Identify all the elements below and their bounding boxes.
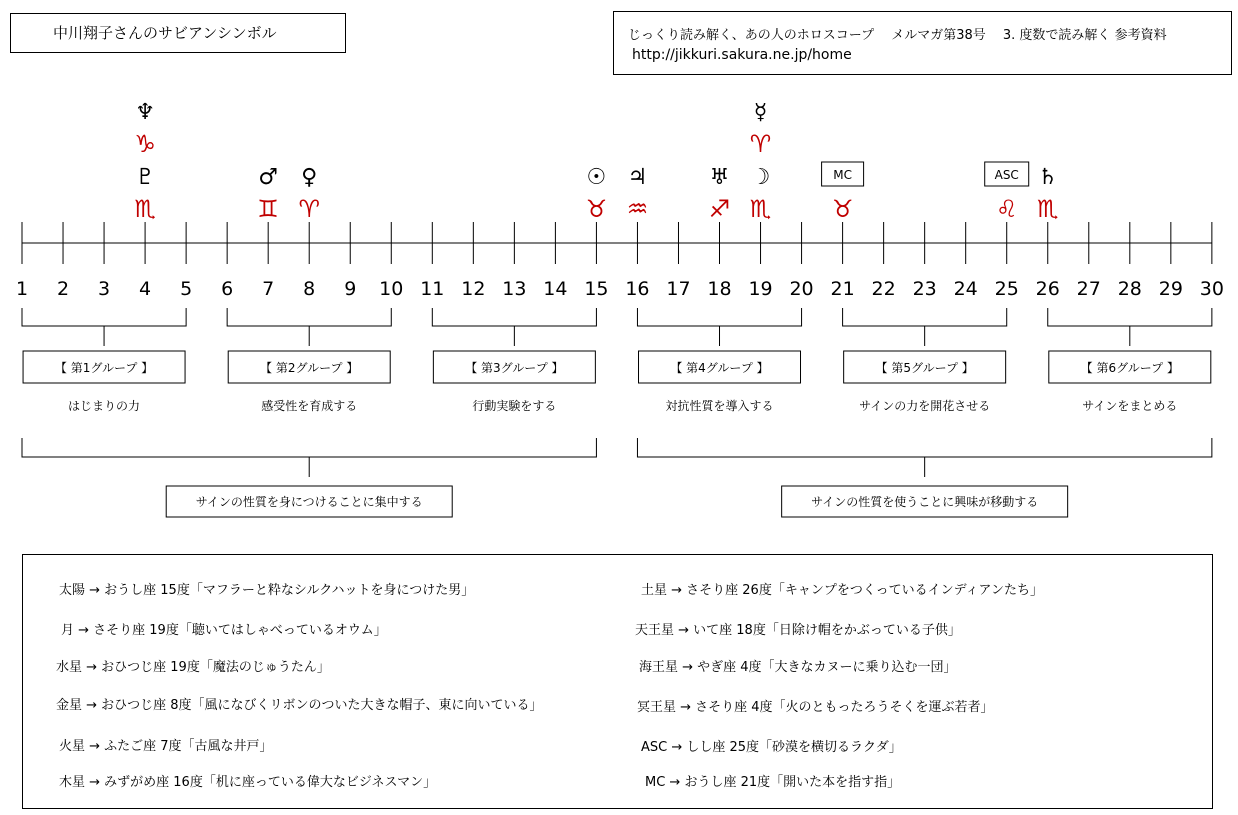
degree-tick-label: 10 (379, 278, 404, 300)
degree-tick-label: 9 (344, 278, 357, 300)
group-bracket (22, 308, 186, 346)
group-description: はじまりの力 (68, 399, 141, 413)
degree-tick-label: 19 (748, 278, 773, 300)
group-bracket (432, 308, 596, 346)
degree-tick-label: 4 (139, 278, 152, 300)
sabian-symbol-entry: MC → おうし座 21度「開いた本を指す指」 (645, 775, 901, 790)
degree-tick-label: 3 (98, 278, 111, 300)
degree-tick-label: 17 (666, 278, 691, 300)
sabian-symbol-entry: ASC → しし座 25度「砂漠を横切るラクダ」 (641, 740, 902, 755)
sabian-symbol-entry: 月 → さそり座 19度「聴いてはしゃべっているオウム」 (61, 623, 387, 638)
angle-label: ASC (994, 168, 1019, 182)
degree-tick-label: 20 (789, 278, 814, 300)
zodiac-sign-glyph: ♈ (298, 195, 320, 223)
degree-tick-label: 28 (1117, 278, 1142, 300)
group-bracket (637, 308, 801, 346)
planet-glyph: ☿ (753, 100, 768, 125)
degree-tick-label: 5 (180, 278, 193, 300)
zodiac-sign-glyph: ♌ (995, 195, 1018, 223)
sabian-symbol-entry: 冥王星 → さそり座 4度「火のともったろうそくを運ぶ若者」 (637, 700, 994, 715)
degree-tick-label: 27 (1076, 278, 1101, 300)
planet-glyph: ♄ (1037, 165, 1058, 190)
degree-tick-label: 12 (461, 278, 486, 300)
page-title: 中川翔子さんのサビアンシンボル (53, 24, 277, 42)
degree-tick-label: 26 (1035, 278, 1060, 300)
group-description: 感受性を育成する (261, 399, 358, 413)
zodiac-sign-glyph: ♐ (708, 195, 731, 223)
zodiac-sign-glyph: ♊ (257, 195, 279, 223)
planet-glyph: ♃ (627, 165, 648, 190)
sabian-symbol-entry: 土星 → さそり座 26度「キャンプをつくっているインディアンたち」 (641, 583, 1044, 598)
sabian-symbol-entry: 金星 → おひつじ座 8度「風になびくリボンのついた大きな帽子、東に向いている」 (56, 698, 543, 713)
planet-glyph: ☉ (586, 165, 607, 190)
planet-glyph: ☽ (750, 165, 771, 190)
degree-tick-label: 25 (994, 278, 1019, 300)
zodiac-sign-glyph: ♈ (749, 130, 772, 158)
group-label: 【 第1グループ 】 (54, 361, 154, 375)
degree-tick-label: 21 (830, 278, 855, 300)
group-label: 【 第2グループ 】 (260, 361, 359, 375)
degree-tick-label: 7 (262, 278, 275, 300)
zodiac-sign-glyph: ♉ (585, 195, 608, 223)
info-url: http://jikkuri.sakura.ne.jp/home (632, 47, 852, 63)
degree-tick-label: 22 (871, 278, 896, 300)
planet-glyph: ♅ (709, 165, 730, 190)
half-label: サインの性質を身につけることに集中する (195, 495, 423, 509)
zodiac-sign-glyph: ♉ (831, 195, 854, 223)
zodiac-sign-glyph: ♑ (134, 130, 156, 158)
degree-tick-label: 6 (221, 278, 234, 300)
sabian-symbol-entry: 木星 → みずがめ座 16度「机に座っている偉大なビジネスマン」 (59, 775, 437, 790)
group-bracket (843, 308, 1007, 346)
degree-tick-label: 23 (912, 278, 937, 300)
degree-tick-label: 15 (584, 278, 609, 300)
group-description: サインの力を開花させる (859, 399, 991, 413)
degree-tick-label: 2 (56, 278, 70, 300)
sabian-symbol-entry: 海王星 → やぎ座 4度「大きなカヌーに乗り込む一団」 (639, 660, 957, 675)
degree-tick-label: 29 (1158, 278, 1183, 300)
degree-tick-label: 11 (420, 278, 445, 300)
group-label: 【 第5グループ 】 (875, 361, 974, 375)
planet-glyph: ♆ (135, 100, 155, 125)
angle-label: MC (833, 168, 852, 182)
group-label: 【 第6グループ 】 (1080, 361, 1179, 375)
zodiac-sign-glyph: ♏ (1036, 195, 1059, 223)
sabian-symbol-entry: 火星 → ふたご座 7度「古風な井戸」 (59, 739, 273, 754)
sabian-symbol-list (22, 554, 1213, 809)
group-bracket (1048, 308, 1212, 346)
degree-tick-label: 13 (502, 278, 527, 300)
zodiac-sign-glyph: ♏ (749, 195, 772, 223)
zodiac-sign-glyph: ♏ (134, 195, 156, 223)
sabian-symbol-entry: 水星 → おひつじ座 19度「魔法のじゅうたん」 (56, 660, 330, 675)
group-description: サインをまとめる (1082, 399, 1178, 413)
group-label: 【 第4グループ 】 (670, 361, 769, 375)
group-description: 対抗性質を導入する (665, 399, 774, 413)
degree-tick-label: 18 (707, 278, 732, 300)
degree-tick-label: 1 (15, 278, 29, 300)
half-label: サインの性質を使うことに興味が移動する (811, 495, 1039, 509)
group-bracket (227, 308, 391, 346)
group-label: 【 第3グループ 】 (465, 361, 564, 375)
sabian-symbol-entry: 天王星 → いて座 18度「日除け帽をかぶっている子供」 (635, 623, 961, 638)
planet-glyph: ♀ (301, 165, 318, 190)
group-description: 行動実験をする (472, 399, 557, 413)
planet-glyph: ♇ (135, 165, 155, 190)
info-line: じっくり読み解く、あの人のホロスコープ メルマガ第38号 3. 度数で読み解く 参考資料 (628, 28, 1167, 43)
degree-tick-label: 14 (543, 278, 568, 300)
degree-tick-label: 24 (953, 278, 978, 300)
planet-glyph: ♂ (258, 165, 279, 190)
zodiac-sign-glyph: ♒ (626, 195, 649, 223)
half-bracket (637, 438, 1211, 477)
degree-tick-label: 8 (303, 278, 316, 300)
sabian-symbol-entry: 太陽 → おうし座 15度「マフラーと粋なシルクハットを身につけた男」 (59, 583, 475, 598)
degree-tick-label: 16 (625, 278, 650, 300)
half-bracket (22, 438, 596, 477)
degree-tick-label: 30 (1199, 278, 1224, 300)
